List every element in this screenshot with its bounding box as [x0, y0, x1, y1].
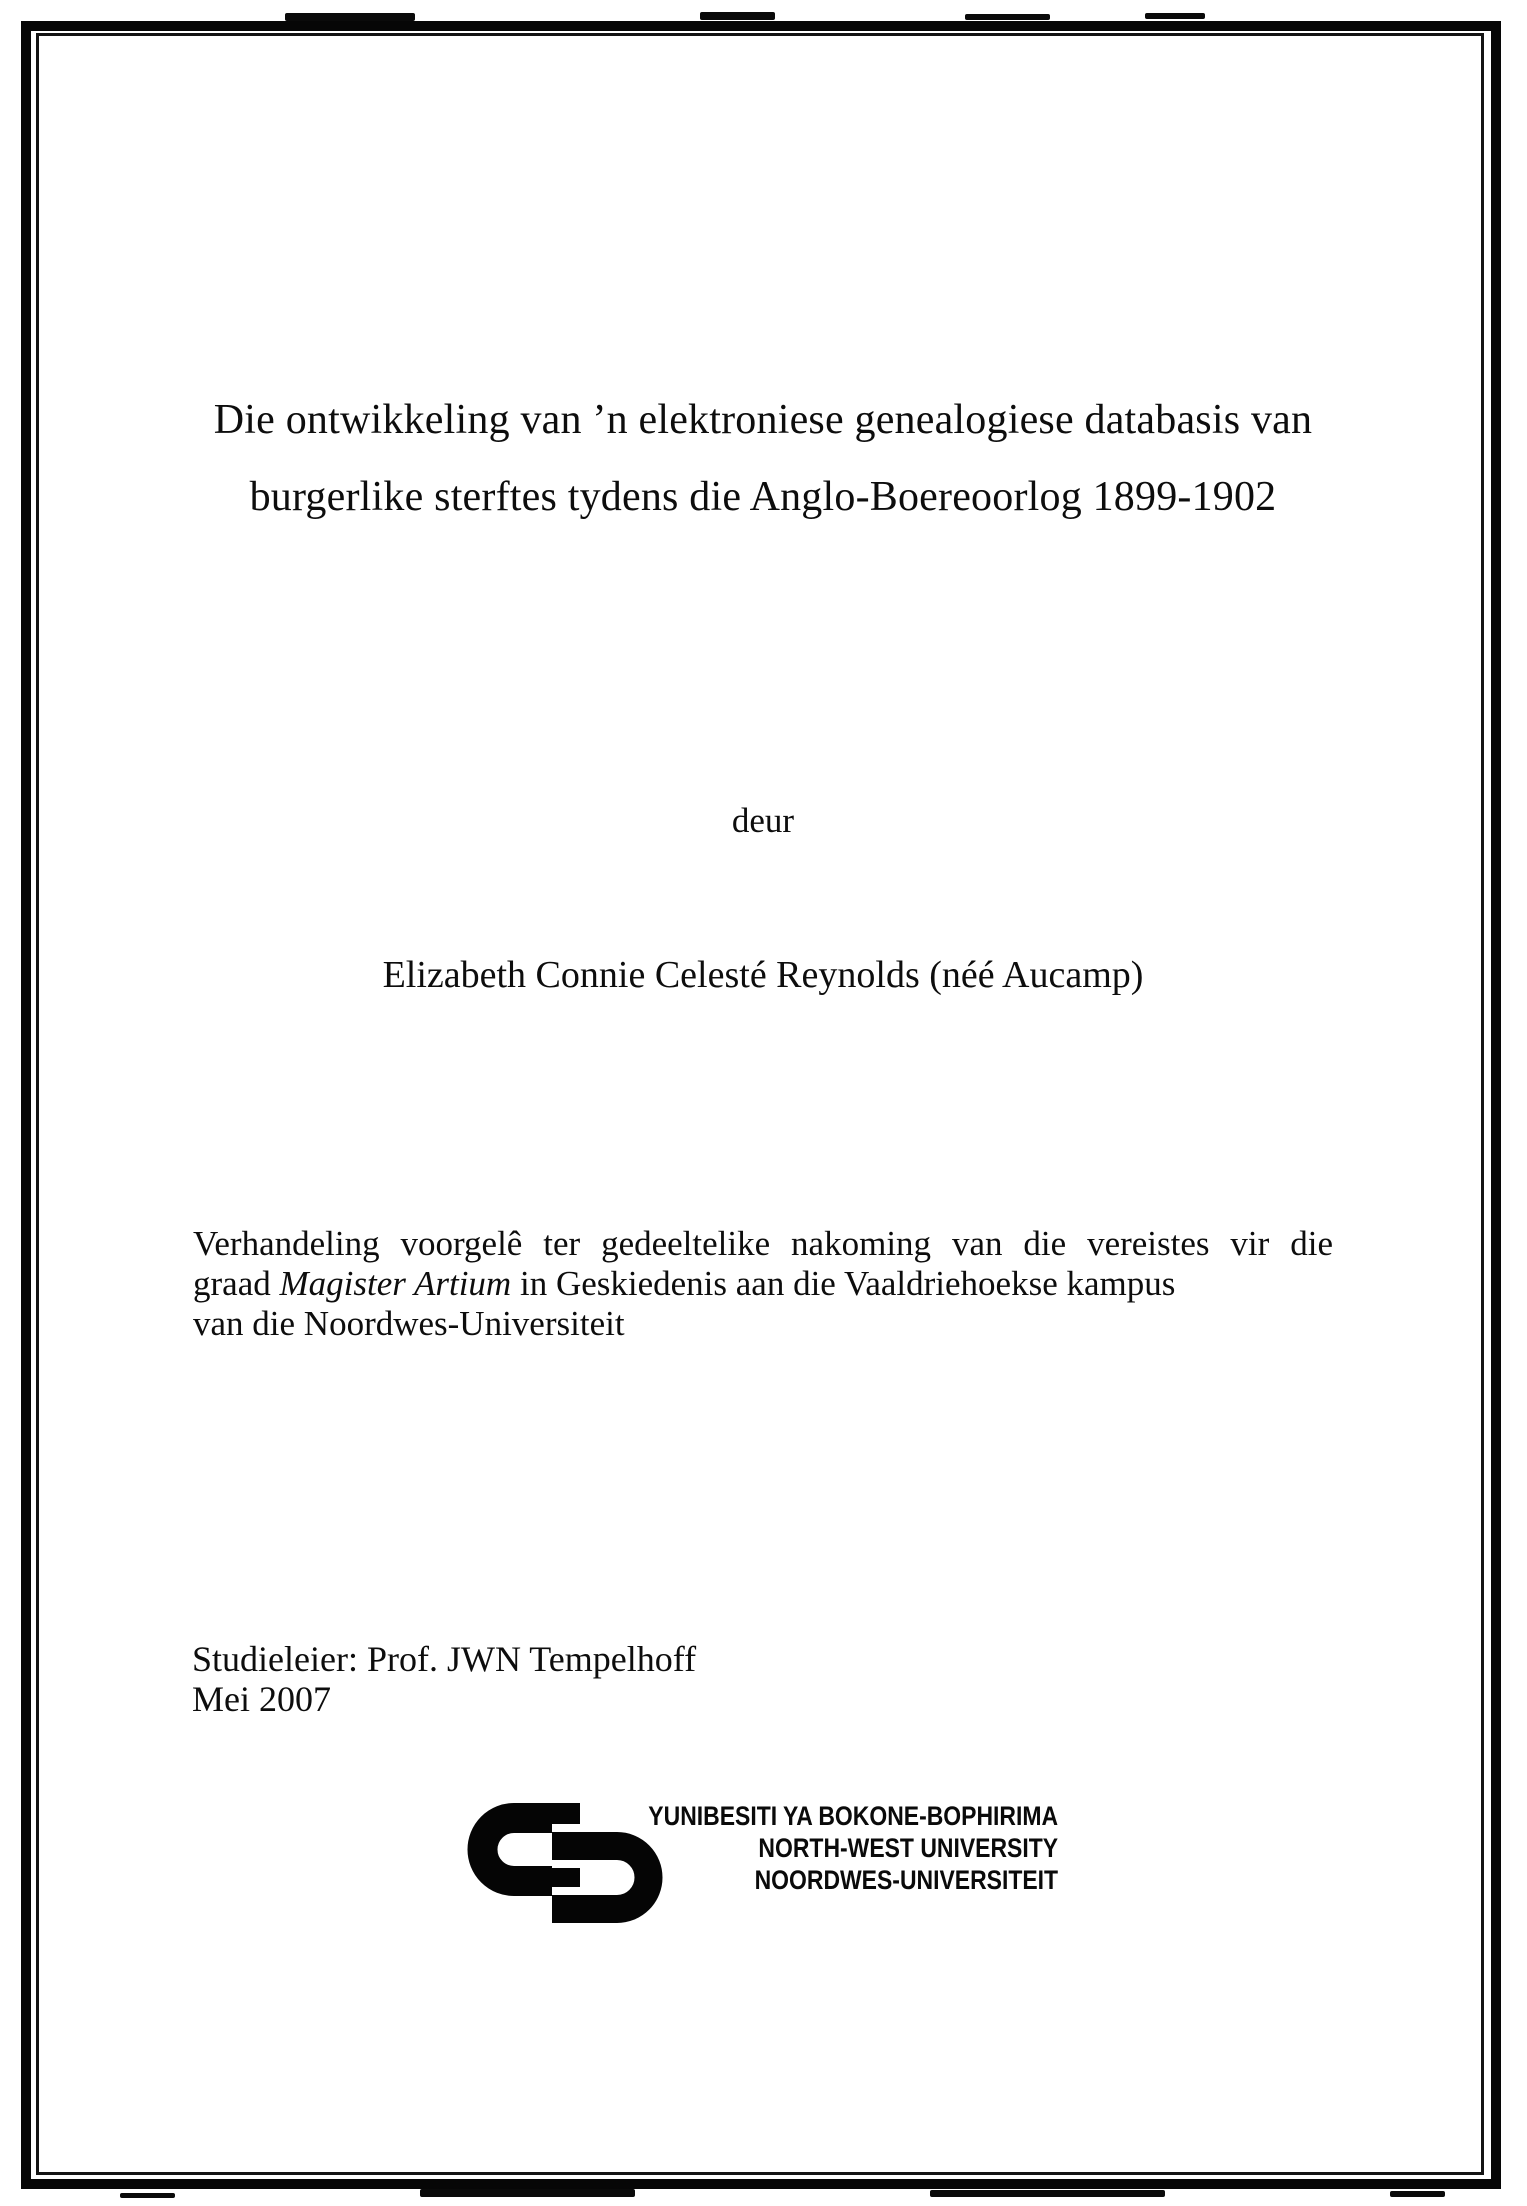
byline: deur — [731, 801, 795, 840]
scan-artifact — [1145, 13, 1205, 19]
submission-line-2 — [193, 1264, 1333, 1304]
scan-artifact — [120, 2193, 175, 2198]
degree-name: Magister Artium — [279, 1264, 512, 1303]
submission-line-3: van die Noordwes-Universiteit — [193, 1304, 625, 1343]
scan-artifact — [965, 14, 1050, 20]
university-name-setswana: YUNIBESITI YA BOKONE-BOPHIRIMA — [648, 1801, 1058, 1831]
submission-line-1: Verhandeling voorgelê ter gedeeltelike nakoming van die vereistes vir die — [193, 1224, 1333, 1263]
submission-line-2-post: in Geskiedenis aan die Vaaldriehoekse kampus — [511, 1264, 1176, 1303]
scan-artifact — [420, 2189, 635, 2197]
supervisor-line: Studieleier: Prof. JWN Tempelhoff — [192, 1639, 697, 1679]
supervisor-block — [192, 1639, 1092, 1719]
university-name-afrikaans: NOORDWES-UNIVERSITEIT — [754, 1865, 1058, 1895]
submission-statement — [193, 1224, 1333, 1344]
scan-artifact — [285, 13, 415, 21]
date-line: Mei 2007 — [192, 1679, 331, 1719]
thesis-title-line-1: Die ontwikkeling van ’n elektroniese genealogiese databasis van — [213, 397, 1313, 443]
thesis-title-line-2: burgerlike sterftes tydens die Anglo-Boereoorlog 1899-1902 — [249, 474, 1277, 520]
scan-artifact — [930, 2190, 1165, 2197]
university-name-english: NORTH-WEST UNIVERSITY — [758, 1833, 1058, 1863]
submission-line-2-pre: graad — [193, 1264, 280, 1303]
author-name: Elizabeth Connie Celesté Reynolds (néé Aucamp) — [382, 954, 1144, 996]
scan-artifact — [1390, 2191, 1445, 2197]
university-name-block — [648, 1800, 1058, 1896]
thesis-title — [183, 382, 1343, 536]
scan-artifact — [700, 12, 775, 20]
nwu-interlocked-links-icon — [466, 1802, 664, 1924]
